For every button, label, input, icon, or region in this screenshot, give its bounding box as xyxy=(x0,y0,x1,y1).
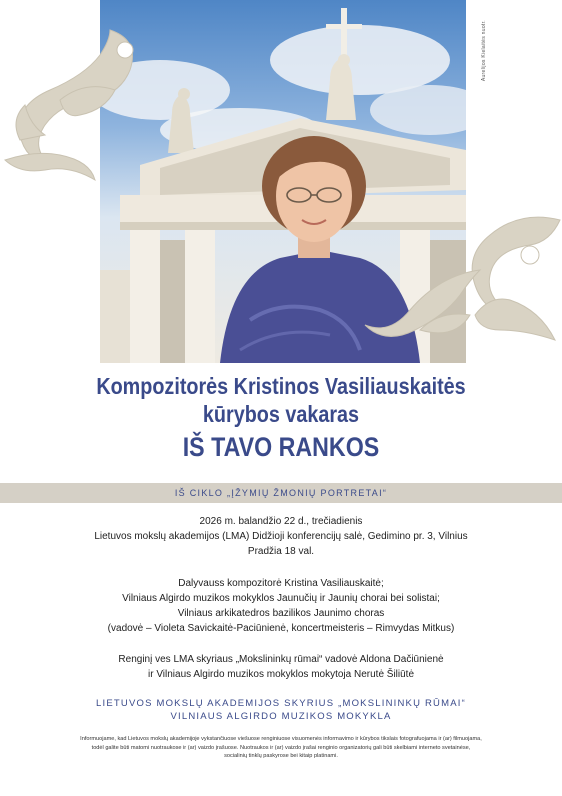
participants-line-3: Vilniaus arkikatedros bazilikos Jaunimo choras xyxy=(177,608,385,619)
acanthus-ornament-right xyxy=(360,210,562,350)
event-time: Pradžia 18 val. xyxy=(247,546,315,557)
hosts xyxy=(0,652,562,682)
participants xyxy=(0,576,562,636)
title-line-1: Kompozitorės Kristinos Vasiliauskaitės xyxy=(96,373,466,399)
participants-line-1: Dalyvauss kompozitorė Kristina Vasiliauskaitė; xyxy=(178,578,384,589)
event-details xyxy=(0,514,562,559)
acanthus-ornament-left xyxy=(0,20,160,190)
disclaimer xyxy=(30,735,532,761)
title-block xyxy=(0,372,562,464)
series-band: IŠ CIKLO „ĮŽYMIŲ ŽMONIŲ PORTRETAI“ xyxy=(0,483,562,503)
organizer-1: LIETUVOS MOKSLŲ AKADEMIJOS SKYRIUS „MOKSLININKŲ RŪMAI“ xyxy=(96,698,466,709)
host-line-2: ir Vilniaus Algirdo muzikos mokyklos mokytoja Nerutė Šiliūtė xyxy=(147,669,415,680)
title-line-2: kūrybos vakaras xyxy=(202,401,360,427)
event-place: Lietuvos mokslų akademijos (LMA) Didžioji konferencijų salė, Gedimino pr. 3, Vilnius xyxy=(94,531,468,542)
host-line-1: Renginį ves LMA skyriaus „Mokslininkų rūmai“ vadovė Aldona Dačiūnienė xyxy=(118,654,444,665)
event-date: 2026 m. balandžio 22 d., trečiadienis xyxy=(199,516,363,527)
disclaimer-line-2: todėl galite būti matomi nuotraukose ir (ar) vaizdo įrašuose. Nuotraukos ir (ar) vaizdo įrašai renginio organizatorių gali būti skelbiami interneto svetainėse, xyxy=(91,744,471,751)
organizers xyxy=(0,697,562,723)
photo-credit: Aurelijos Kielaitės nuotr. xyxy=(481,20,487,82)
title-main: IŠ TAVO RANKOS xyxy=(182,432,380,462)
organizer-2: VILNIAUS ALGIRDO MUZIKOS MOKYKLA xyxy=(170,711,392,722)
disclaimer-line-3: socialinių tinklų paskyrose bei kitaip platinami. xyxy=(224,753,338,759)
participants-line-4: (vadovė – Violeta Savickaitė-Paciūnienė, koncertmeisteris – Rimvydas Mitkus) xyxy=(107,623,455,634)
disclaimer-line-1: Informuojame, kad Lietuvos mokslų akademijoje vykstančiuose viešuose renginiuose visuomenės informavimo ir kūrybos tikslais fotografuojama ir (ar) filmuojama, xyxy=(80,736,482,742)
participants-line-2: Vilniaus Algirdo muzikos mokyklos Jaunučių ir Jaunių chorai bei solistai; xyxy=(122,593,440,604)
